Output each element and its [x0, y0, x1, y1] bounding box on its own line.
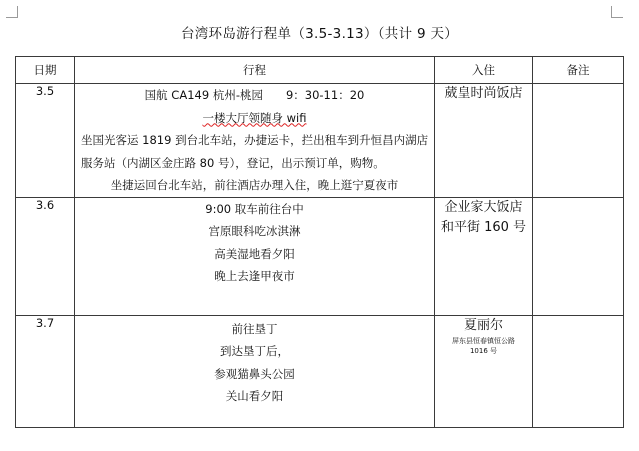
itinerary-line: 坐捷运回台北车站，前往酒店办理入住，晚上逛宁夏夜市 — [110, 178, 399, 192]
row-note — [533, 315, 624, 427]
table-row — [16, 315, 624, 427]
hotel-address-line: 1016 号 — [469, 346, 498, 355]
table-row — [16, 197, 624, 315]
row-note — [533, 84, 624, 198]
row-stay — [435, 315, 533, 427]
itinerary-line: 参观猫鼻头公园 — [214, 366, 295, 381]
page-corner-mark-top-right — [611, 6, 623, 18]
hotel-name: 夏丽尔 — [463, 317, 503, 333]
itinerary-line: 宫原眼科吃冰淇淋 — [208, 224, 301, 238]
row-date: 3.7 — [16, 315, 75, 427]
table-header-row — [16, 57, 624, 84]
row-itinerary — [75, 84, 435, 198]
itinerary-line: 关山看夕阳 — [225, 389, 284, 403]
row-note — [533, 197, 624, 315]
page-corner-mark-top-left — [6, 6, 18, 18]
header-date: 日期 — [16, 57, 75, 84]
hotel-address-line: 屏东县恒春镇恒公路 — [452, 336, 515, 345]
row-date: 3.5 — [16, 84, 75, 198]
row-stay — [435, 84, 533, 198]
hotel-address: 和平街 160 号 — [440, 219, 527, 235]
table-row — [16, 84, 624, 198]
row-itinerary — [75, 197, 435, 315]
itinerary-line: 到达垦丁后， — [220, 344, 289, 358]
header-note: 备注 — [533, 57, 624, 84]
hotel-name: 企业家大饭店 — [444, 199, 523, 215]
header-itinerary: 行程 — [75, 57, 435, 84]
header-stay: 入住 — [435, 57, 533, 84]
itinerary-line: 高美湿地看夕阳 — [214, 246, 295, 261]
itinerary-line: 一楼大厅领随身 wifi — [202, 110, 307, 125]
row-date: 3.6 — [16, 197, 75, 315]
itinerary-line: 9:00 取车前往台中 — [205, 201, 304, 216]
page-title: 台湾环岛游行程单（3.5-3.13）（共计 9 天） — [180, 26, 459, 42]
itinerary-line: 前往垦丁 — [231, 321, 278, 336]
hotel-name: 葳皇时尚饭店 — [444, 86, 523, 101]
itinerary-table — [15, 56, 624, 428]
itinerary-line: 坐国光客运 1819 到台北车站，办捷运卡，拦出租车到升恒昌内湖店服务站（内湖区金庄路 80 号），登记，出示预订单，购物。 — [81, 133, 429, 170]
row-itinerary — [75, 315, 435, 427]
itinerary-line: 国航 CA149 杭州-桃园 9：30-11：20 — [144, 88, 365, 102]
row-stay — [435, 197, 533, 315]
itinerary-line: 晚上去逢甲夜市 — [214, 269, 295, 283]
